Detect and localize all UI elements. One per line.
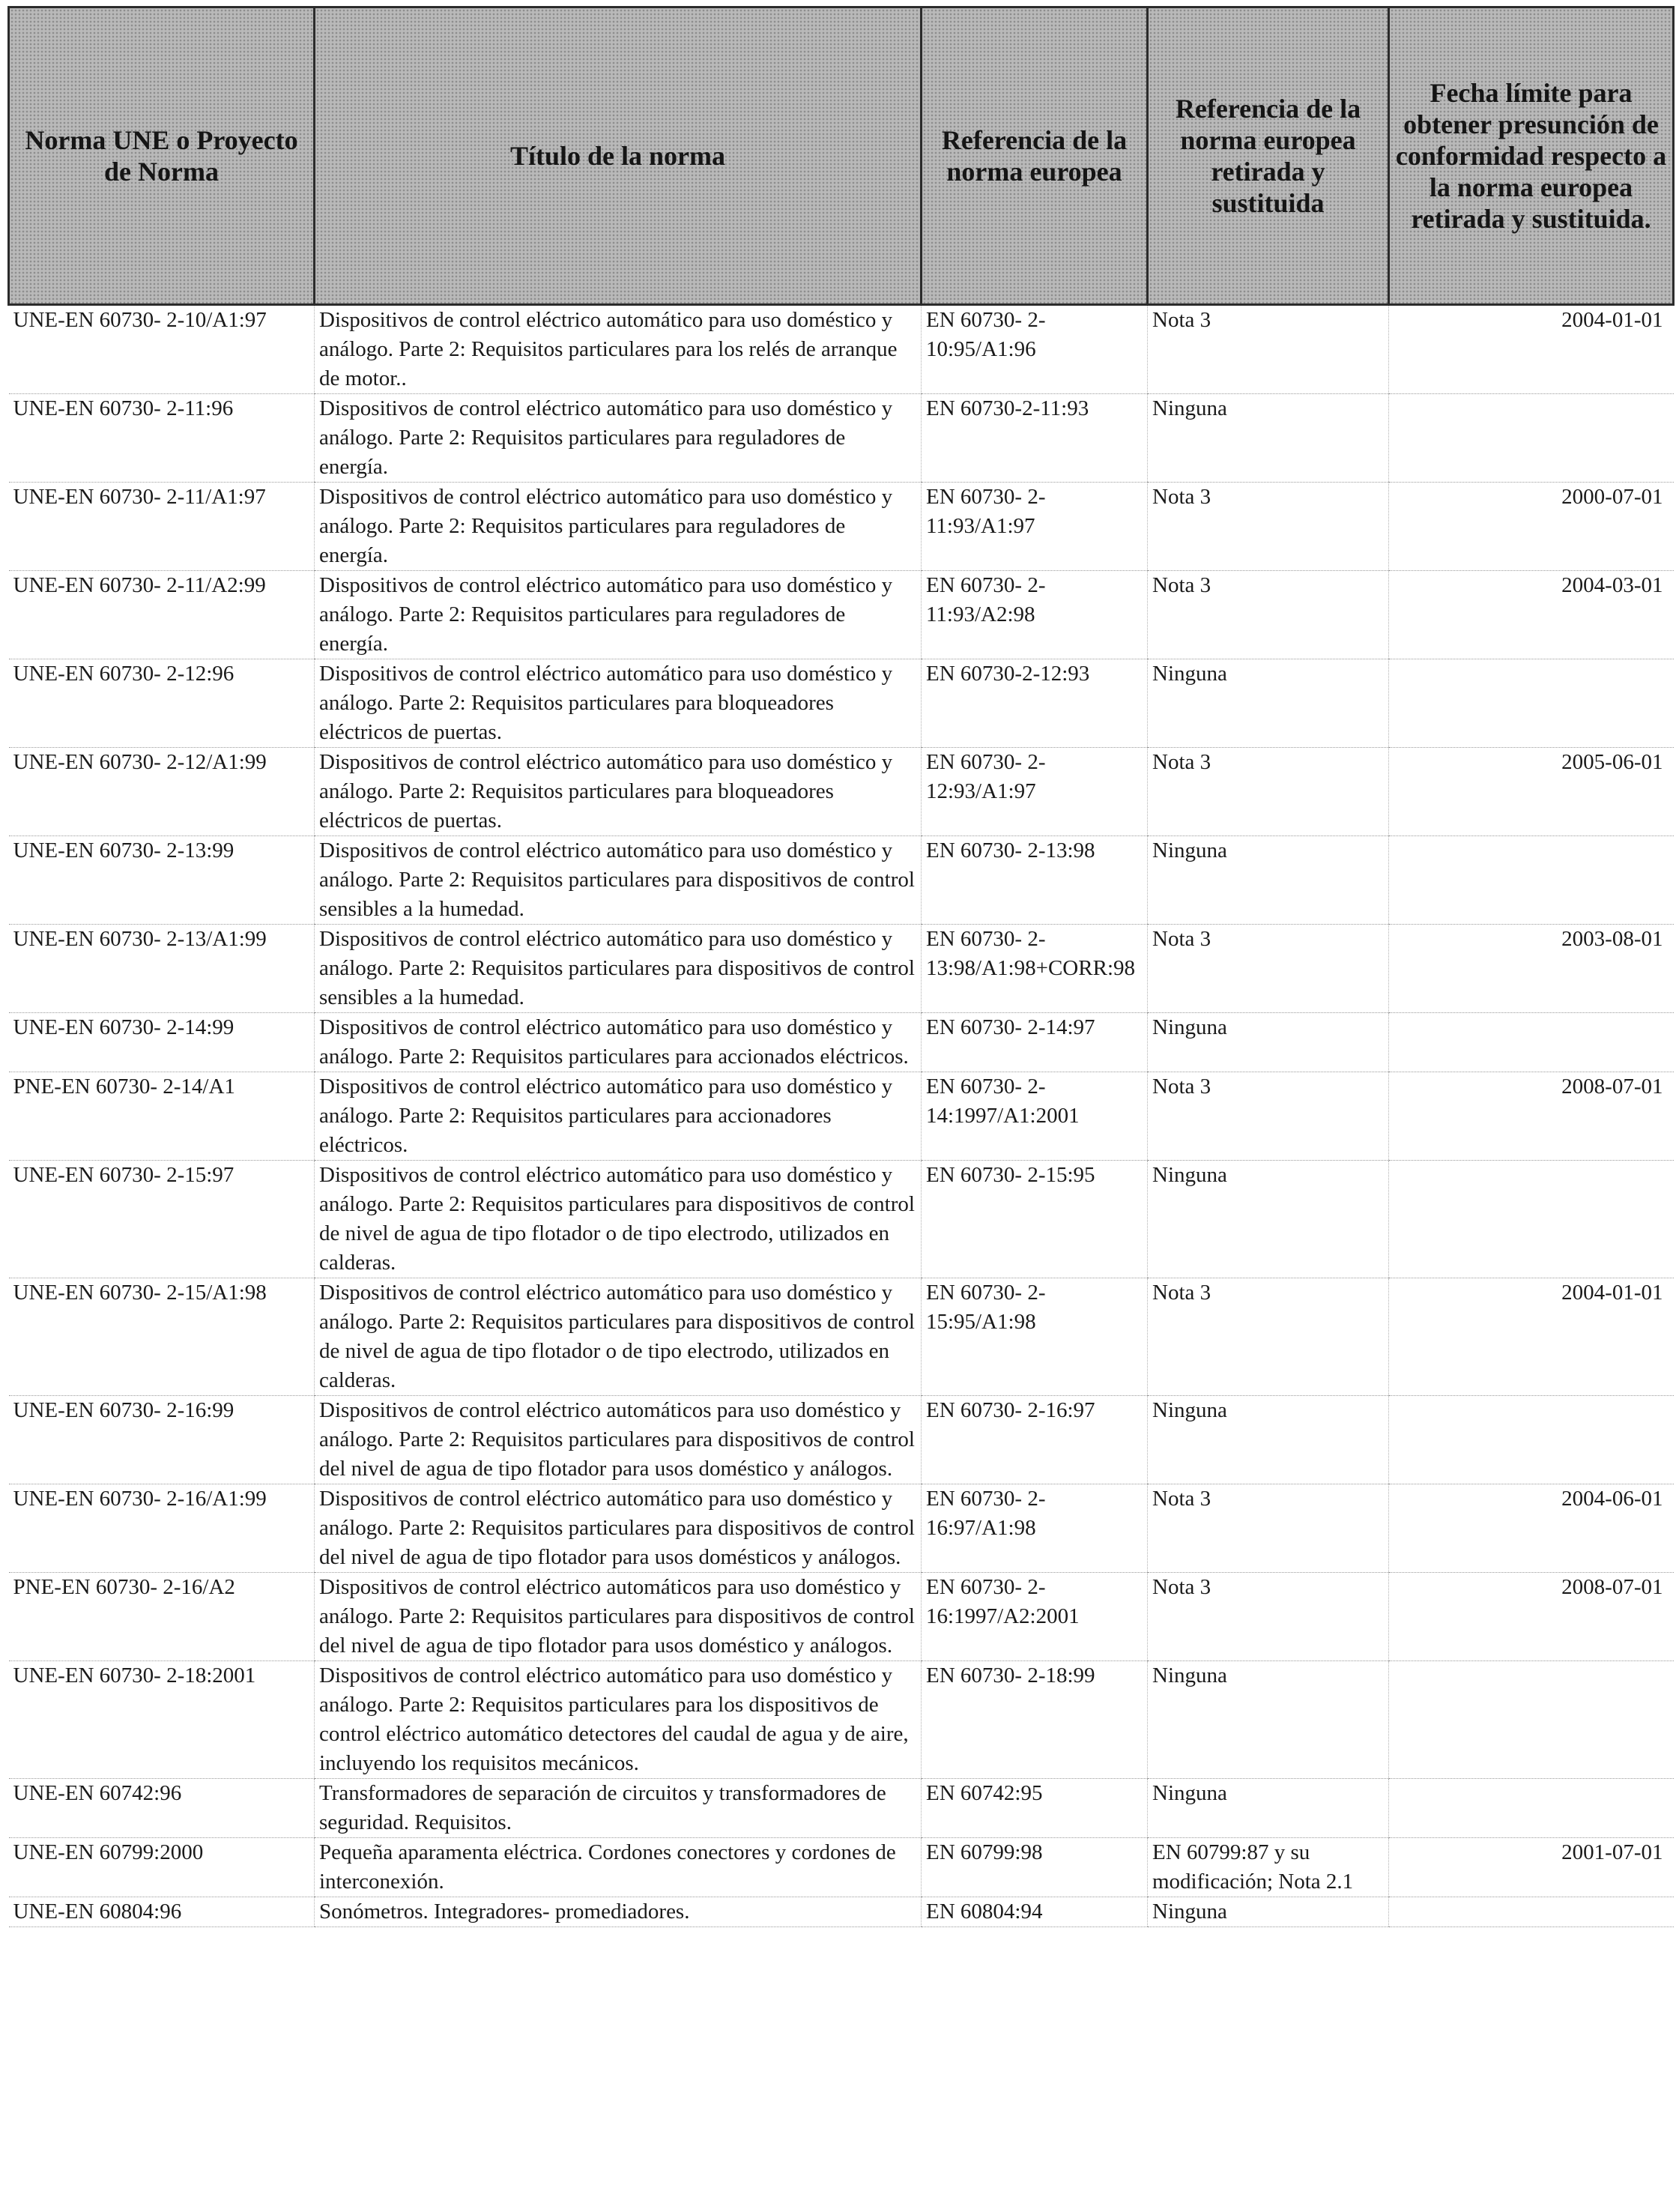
- cell-une-norm: UNE-EN 60730- 2-11:96: [9, 394, 315, 483]
- cell-replaced-reference: Nota 3: [1148, 571, 1389, 659]
- cell-european-reference: EN 60730- 2-16:97/A1:98: [922, 1484, 1148, 1573]
- cell-norm-title: Dispositivos de control eléctrico automático para uso doméstico y análogo. Parte 2: Requisitos particulares para dispositivos de control de nivel de agua de tipo flotador o de tipo electrodo, utilizados en calderas.: [315, 1161, 922, 1278]
- cell-european-reference: EN 60730- 2-11:93/A2:98: [922, 571, 1148, 659]
- cell-replaced-reference: Nota 3: [1148, 1573, 1389, 1661]
- cell-european-reference: EN 60730- 2-16:97: [922, 1396, 1148, 1484]
- cell-european-reference: EN 60730- 2-13:98/A1:98+CORR:98: [922, 925, 1148, 1013]
- standards-table: [7, 6, 1675, 1927]
- table-row: [9, 1161, 1674, 1278]
- cell-replaced-reference: Ninguna: [1148, 394, 1389, 483]
- cell-replaced-reference: Nota 3: [1148, 748, 1389, 836]
- cell-replaced-reference: Nota 3: [1148, 1072, 1389, 1161]
- table-row: [9, 571, 1674, 659]
- cell-une-norm: UNE-EN 60799:2000: [9, 1838, 315, 1897]
- header-une-norm: Norma UNE o Proyecto de Norma: [9, 7, 315, 305]
- cell-une-norm: UNE-EN 60730- 2-13:99: [9, 836, 315, 925]
- cell-replaced-reference: Ninguna: [1148, 1013, 1389, 1072]
- cell-norm-title: Dispositivos de control eléctrico automático para uso doméstico y análogo. Parte 2: Requisitos particulares para dispositivos de control de nivel de agua de tipo flotador o de tipo electrodo, utilizados en calderas.: [315, 1278, 922, 1396]
- cell-norm-title: Dispositivos de control eléctrico automático para uso doméstico y análogo. Parte 2: Requisitos particulares para reguladores de energía.: [315, 483, 922, 571]
- cell-european-reference: EN 60730-2-11:93: [922, 394, 1148, 483]
- table-body: [9, 305, 1674, 1927]
- cell-norm-title: Dispositivos de control eléctrico automático para uso doméstico y análogo. Parte 2: Requisitos particulares para reguladores de energía.: [315, 571, 922, 659]
- cell-deadline-date: [1389, 836, 1674, 925]
- cell-une-norm: UNE-EN 60804:96: [9, 1897, 315, 1927]
- cell-deadline-date: [1389, 1161, 1674, 1278]
- cell-une-norm: UNE-EN 60730- 2-11/A2:99: [9, 571, 315, 659]
- cell-deadline-date: [1389, 1779, 1674, 1838]
- cell-european-reference: EN 60804:94: [922, 1897, 1148, 1927]
- cell-une-norm: UNE-EN 60730- 2-12:96: [9, 659, 315, 748]
- cell-replaced-reference: Ninguna: [1148, 1161, 1389, 1278]
- table-row: [9, 1779, 1674, 1838]
- table-row: [9, 659, 1674, 748]
- cell-european-reference: EN 60730- 2-12:93/A1:97: [922, 748, 1148, 836]
- standards-document: [7, 6, 1672, 1927]
- cell-european-reference: EN 60742:95: [922, 1779, 1148, 1838]
- table-row: [9, 1484, 1674, 1573]
- cell-norm-title: Dispositivos de control eléctrico automático para uso doméstico y análogo. Parte 2: Requisitos particulares para dispositivos de control sensibles a la humedad.: [315, 925, 922, 1013]
- cell-norm-title: Dispositivos de control eléctrico automático para uso doméstico y análogo. Parte 2: Requisitos particulares para los dispositivos de control eléctrico automático detectores del caudal de agua y de aire, incluyendo los requisitos mecánicos.: [315, 1661, 922, 1779]
- cell-european-reference: EN 60730- 2-15:95/A1:98: [922, 1278, 1148, 1396]
- table-row: [9, 1396, 1674, 1484]
- cell-replaced-reference: Nota 3: [1148, 1278, 1389, 1396]
- table-row: [9, 483, 1674, 571]
- table-row: [9, 1838, 1674, 1897]
- cell-norm-title: Dispositivos de control eléctrico automático para uso doméstico y análogo. Parte 2: Requisitos particulares para accionados eléctricos.: [315, 1013, 922, 1072]
- cell-deadline-date: [1389, 1013, 1674, 1072]
- cell-une-norm: UNE-EN 60730- 2-10/A1:97: [9, 305, 315, 394]
- cell-deadline-date: 2000-07-01: [1389, 483, 1674, 571]
- cell-deadline-date: 2005-06-01: [1389, 748, 1674, 836]
- cell-replaced-reference: Nota 3: [1148, 1484, 1389, 1573]
- cell-deadline-date: 2003-08-01: [1389, 925, 1674, 1013]
- table-row: [9, 394, 1674, 483]
- cell-deadline-date: 2008-07-01: [1389, 1573, 1674, 1661]
- cell-replaced-reference: EN 60799:87 y su modificación; Nota 2.1: [1148, 1838, 1389, 1897]
- cell-replaced-reference: Ninguna: [1148, 1396, 1389, 1484]
- cell-deadline-date: 2004-03-01: [1389, 571, 1674, 659]
- cell-deadline-date: 2001-07-01: [1389, 1838, 1674, 1897]
- cell-norm-title: Dispositivos de control eléctrico automático para uso doméstico y análogo. Parte 2: Requisitos particulares para bloqueadores eléctricos de puertas.: [315, 748, 922, 836]
- cell-une-norm: UNE-EN 60730- 2-15/A1:98: [9, 1278, 315, 1396]
- cell-norm-title: Dispositivos de control eléctrico automático para uso doméstico y análogo. Parte 2: Requisitos particulares para reguladores de energía.: [315, 394, 922, 483]
- header-deadline-date: Fecha límite para obtener presunción de conformidad respecto a la norma europea retirada y sustituida.: [1389, 7, 1674, 305]
- table-row: [9, 1897, 1674, 1927]
- cell-european-reference: EN 60730- 2-11:93/A1:97: [922, 483, 1148, 571]
- cell-norm-title: Dispositivos de control eléctrico automático para uso doméstico y análogo. Parte 2: Requisitos particulares para bloqueadores eléctricos de puertas.: [315, 659, 922, 748]
- cell-deadline-date: [1389, 1897, 1674, 1927]
- cell-norm-title: Pequeña aparamenta eléctrica. Cordones conectores y cordones de interconexión.: [315, 1838, 922, 1897]
- cell-replaced-reference: Nota 3: [1148, 483, 1389, 571]
- cell-une-norm: PNE-EN 60730- 2-16/A2: [9, 1573, 315, 1661]
- table-row: [9, 748, 1674, 836]
- table-row: [9, 1013, 1674, 1072]
- cell-une-norm: UNE-EN 60730- 2-12/A1:99: [9, 748, 315, 836]
- cell-une-norm: UNE-EN 60730- 2-18:2001: [9, 1661, 315, 1779]
- table-header: [9, 7, 1674, 305]
- cell-une-norm: UNE-EN 60742:96: [9, 1779, 315, 1838]
- header-norm-title: Título de la norma: [315, 7, 922, 305]
- cell-deadline-date: [1389, 1661, 1674, 1779]
- cell-replaced-reference: Nota 3: [1148, 305, 1389, 394]
- cell-replaced-reference: Ninguna: [1148, 1897, 1389, 1927]
- table-row: [9, 1661, 1674, 1779]
- header-row: [9, 7, 1674, 305]
- cell-replaced-reference: Ninguna: [1148, 836, 1389, 925]
- cell-european-reference: EN 60730- 2-16:1997/A2:2001: [922, 1573, 1148, 1661]
- cell-deadline-date: [1389, 394, 1674, 483]
- cell-european-reference: EN 60799:98: [922, 1838, 1148, 1897]
- cell-une-norm: UNE-EN 60730- 2-16/A1:99: [9, 1484, 315, 1573]
- cell-replaced-reference: Ninguna: [1148, 1661, 1389, 1779]
- table-row: [9, 836, 1674, 925]
- cell-european-reference: EN 60730- 2-15:95: [922, 1161, 1148, 1278]
- header-replaced-reference: Referencia de la norma europea retirada y sustituida: [1148, 7, 1389, 305]
- cell-deadline-date: [1389, 1396, 1674, 1484]
- cell-une-norm: PNE-EN 60730- 2-14/A1: [9, 1072, 315, 1161]
- cell-deadline-date: 2004-01-01: [1389, 1278, 1674, 1396]
- cell-norm-title: Dispositivos de control eléctrico automático para uso doméstico y análogo. Parte 2: Requisitos particulares para los relés de arranque de motor..: [315, 305, 922, 394]
- cell-une-norm: UNE-EN 60730- 2-11/A1:97: [9, 483, 315, 571]
- cell-deadline-date: 2004-06-01: [1389, 1484, 1674, 1573]
- cell-deadline-date: 2008-07-01: [1389, 1072, 1674, 1161]
- cell-norm-title: Sonómetros. Integradores- promediadores.: [315, 1897, 922, 1927]
- table-row: [9, 1072, 1674, 1161]
- cell-replaced-reference: Ninguna: [1148, 659, 1389, 748]
- cell-une-norm: UNE-EN 60730- 2-14:99: [9, 1013, 315, 1072]
- cell-european-reference: EN 60730- 2-14:97: [922, 1013, 1148, 1072]
- cell-european-reference: EN 60730-2-12:93: [922, 659, 1148, 748]
- cell-european-reference: EN 60730- 2-10:95/A1:96: [922, 305, 1148, 394]
- cell-une-norm: UNE-EN 60730- 2-13/A1:99: [9, 925, 315, 1013]
- header-european-reference: Referencia de la norma europea: [922, 7, 1148, 305]
- cell-norm-title: Dispositivos de control eléctrico automático para uso doméstico y análogo. Parte 2: Requisitos particulares para dispositivos de control sensibles a la humedad.: [315, 836, 922, 925]
- cell-norm-title: Transformadores de separación de circuitos y transformadores de seguridad. Requisitos.: [315, 1779, 922, 1838]
- cell-une-norm: UNE-EN 60730- 2-16:99: [9, 1396, 315, 1484]
- cell-european-reference: EN 60730- 2-18:99: [922, 1661, 1148, 1779]
- table-row: [9, 925, 1674, 1013]
- cell-european-reference: EN 60730- 2-13:98: [922, 836, 1148, 925]
- cell-replaced-reference: Nota 3: [1148, 925, 1389, 1013]
- table-row: [9, 1278, 1674, 1396]
- cell-replaced-reference: Ninguna: [1148, 1779, 1389, 1838]
- cell-norm-title: Dispositivos de control eléctrico automático para uso doméstico y análogo. Parte 2: Requisitos particulares para accionadores eléctricos.: [315, 1072, 922, 1161]
- cell-norm-title: Dispositivos de control eléctrico automáticos para uso doméstico y análogo. Parte 2: Requisitos particulares para dispositivos de control del nivel de agua de tipo flotador para usos doméstico y análogos.: [315, 1396, 922, 1484]
- cell-norm-title: Dispositivos de control eléctrico automáticos para uso doméstico y análogo. Parte 2: Requisitos particulares para dispositivos de control del nivel de agua de tipo flotador para usos doméstico y análogos.: [315, 1573, 922, 1661]
- cell-deadline-date: [1389, 659, 1674, 748]
- cell-deadline-date: 2004-01-01: [1389, 305, 1674, 394]
- cell-norm-title: Dispositivos de control eléctrico automático para uso doméstico y análogo. Parte 2: Requisitos particulares para dispositivos de control del nivel de agua de tipo flotador para usos domésticos y análogos.: [315, 1484, 922, 1573]
- cell-une-norm: UNE-EN 60730- 2-15:97: [9, 1161, 315, 1278]
- table-row: [9, 305, 1674, 394]
- table-row: [9, 1573, 1674, 1661]
- cell-european-reference: EN 60730- 2-14:1997/A1:2001: [922, 1072, 1148, 1161]
